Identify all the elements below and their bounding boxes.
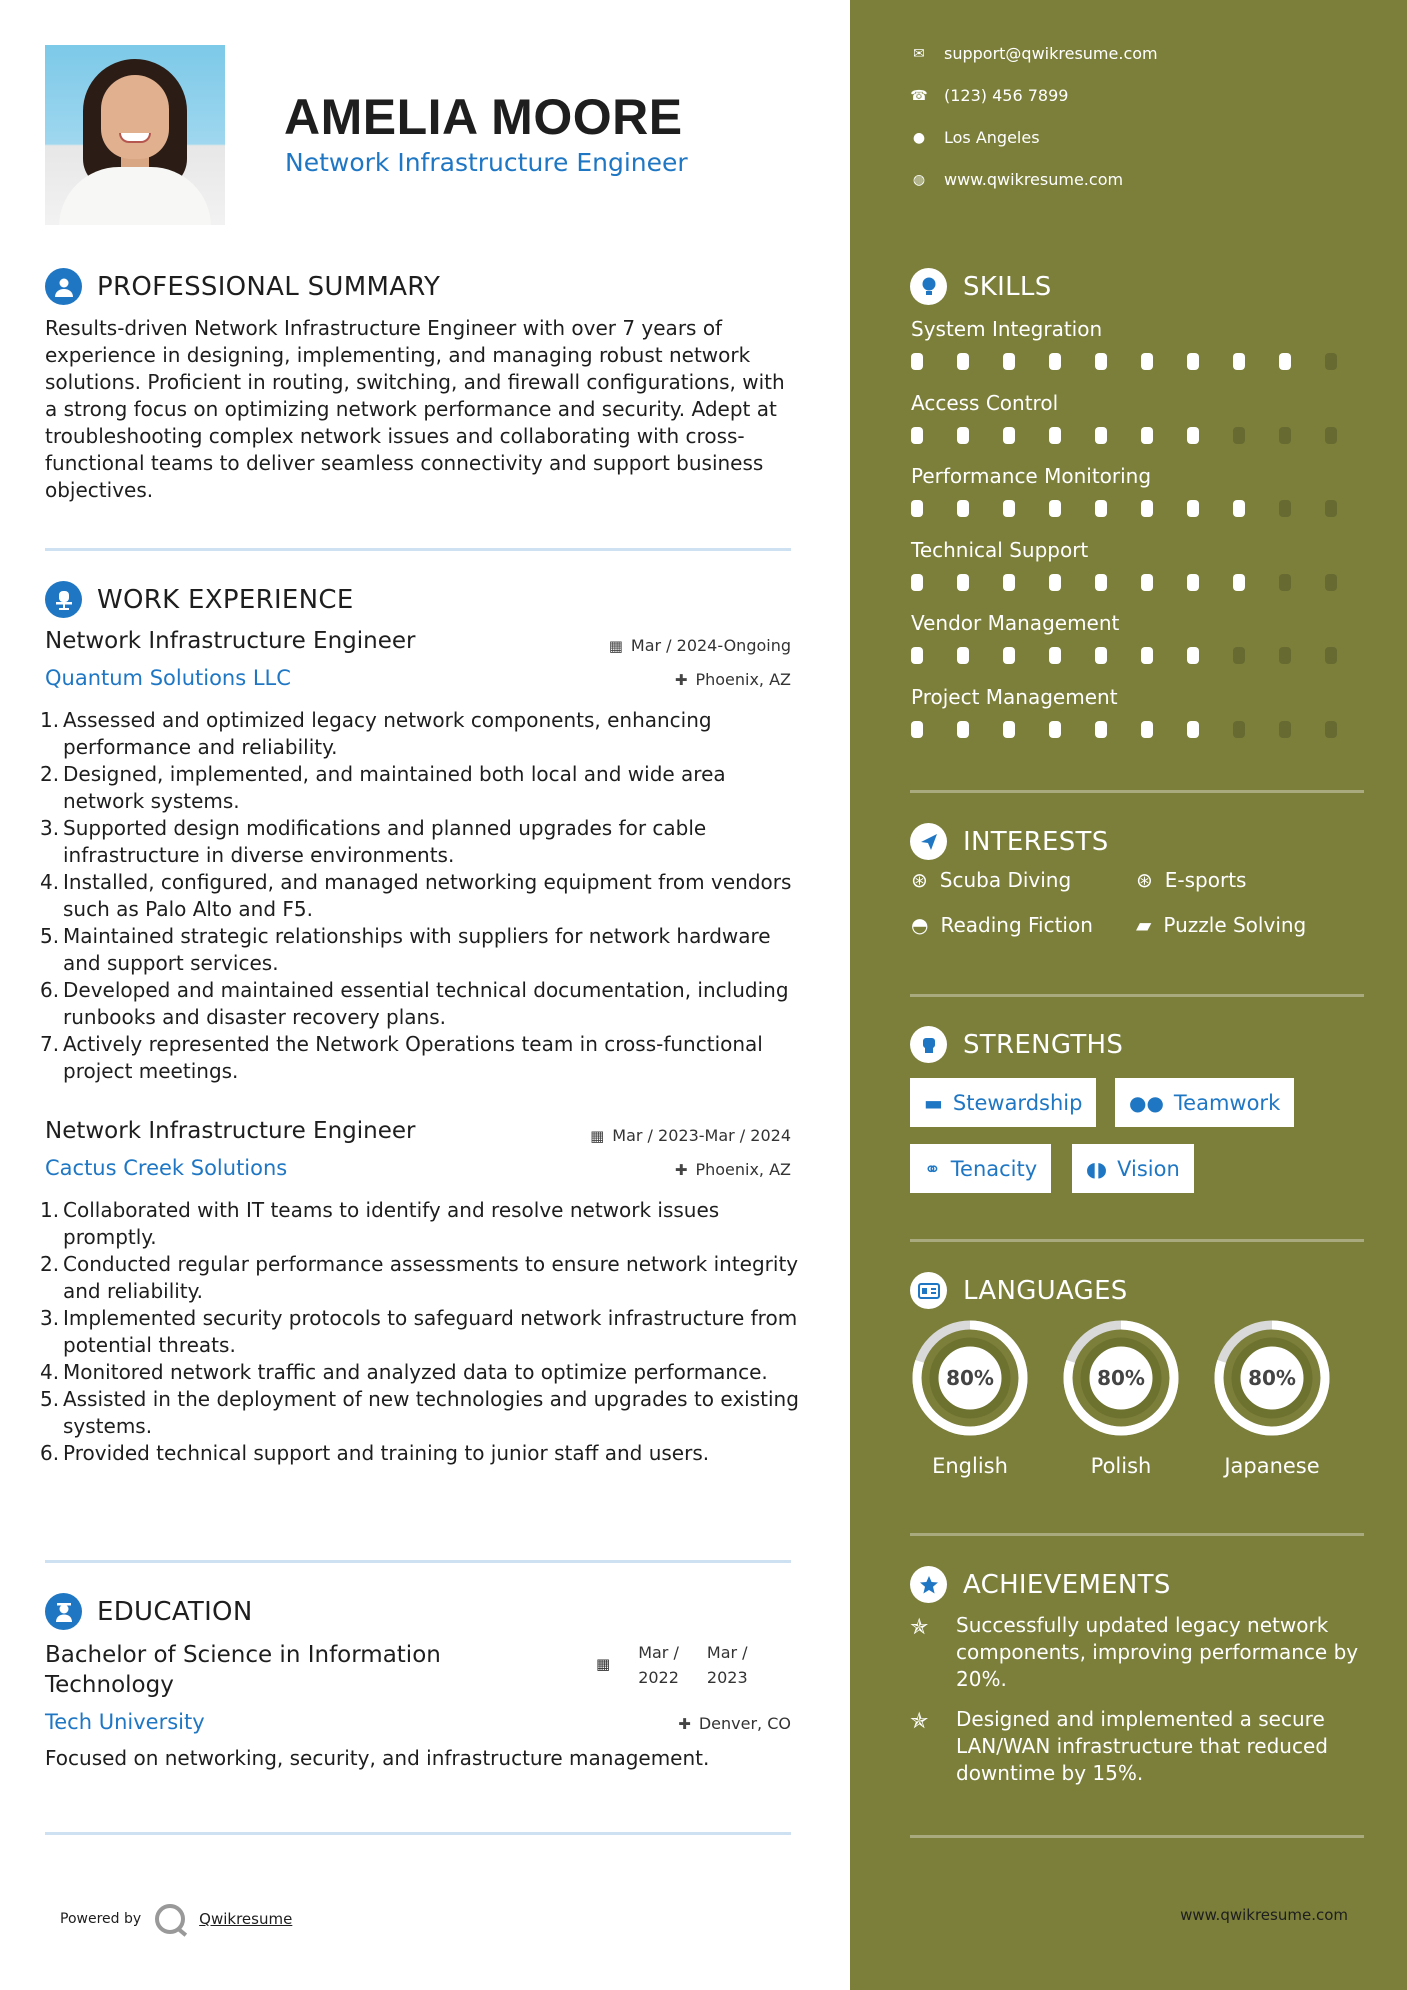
bullet-number: 4.: [40, 870, 60, 894]
start-year: 2022: [638, 1668, 679, 1687]
languages-heading: [910, 1272, 1128, 1309]
skill-name: Technical Support: [911, 537, 1089, 562]
job-company: Cactus Creek Solutions: [45, 1156, 288, 1180]
star-burst-icon: ✯: [910, 1615, 929, 1640]
skill-item: [911, 317, 1371, 370]
skills-title: SKILLS: [963, 271, 1052, 302]
user-icon: [45, 268, 82, 305]
strength-label: Vision: [1117, 1156, 1180, 1181]
rating-dot: [1049, 500, 1061, 517]
rating-dot: [1325, 353, 1337, 370]
bullet-number: 5.: [40, 924, 60, 948]
bullet-item: [40, 761, 800, 815]
briefcase-icon: ▬: [924, 1090, 943, 1115]
bullet-text: Installed, configured, and managed networking equipment from vendors such as Palo Alto and F5.: [63, 870, 792, 921]
end-month: Mar /: [706, 1643, 748, 1662]
globe-icon: ◍: [912, 171, 926, 188]
summary-text: Results-driven Network Infrastructure Engineer with over 7 years of experience in designing, implementing, and managing robust network solutions. Proficient in routing, switching, and firewall configurations, with a strong focus on optimizing network performance and security. Adept at troubleshooting complex network issues and collaborating with cross-functional teams to deliver seamless connectivity and support business objectives.: [45, 316, 785, 502]
achievement-text: Designed and implemented a secure LAN/WAN infrastructure that reduced downtime by 15%.: [956, 1707, 1328, 1785]
rating-dot: [1279, 353, 1291, 370]
strength-badge: [1072, 1144, 1194, 1193]
bullet-item: [40, 1031, 800, 1085]
rating-dot: [957, 647, 969, 664]
contact-phone[interactable]: [910, 86, 1068, 105]
pin-icon: ✚: [678, 1714, 691, 1733]
rating-dot: [1187, 500, 1199, 517]
link-icon: ⚭: [924, 1156, 941, 1181]
rating-dot: [1049, 427, 1061, 444]
skill-item: [911, 464, 1371, 517]
rating-dot: [1003, 647, 1015, 664]
rating-dot: [1003, 427, 1015, 444]
skill-rating: [911, 427, 1371, 444]
bullet-item: [40, 1359, 800, 1386]
job-dates-text: Mar / 2023-Mar / 2024: [612, 1126, 791, 1145]
job-dates: [590, 1126, 791, 1145]
education-location-text: Denver, CO: [698, 1714, 791, 1733]
rating-dot: [1095, 500, 1107, 517]
phone-icon: ☎: [910, 87, 928, 104]
rating-dot: [1187, 574, 1199, 591]
job-dates: [609, 636, 791, 655]
language-ring: [1061, 1318, 1181, 1438]
job-location: [675, 670, 791, 689]
rating-dot: [1279, 427, 1291, 444]
rating-dot: [957, 574, 969, 591]
skill-name: Project Management: [911, 684, 1118, 709]
rating-dot: [1095, 353, 1107, 370]
rating-dot: [957, 353, 969, 370]
skill-rating: [911, 721, 1371, 738]
language-item: [1212, 1318, 1332, 1478]
divider: [910, 1239, 1364, 1242]
summary-title: PROFESSIONAL SUMMARY: [97, 271, 441, 302]
fist-icon: [910, 1026, 947, 1063]
bullet-number: 6.: [40, 978, 60, 1002]
bullet-text: Implemented security protocols to safeguard network infrastructure from potential threats.: [63, 1306, 798, 1357]
rating-dot: [1049, 647, 1061, 664]
rating-dot: [911, 647, 923, 664]
experience-heading: [45, 581, 354, 618]
rating-dot: [1003, 721, 1015, 738]
job-location: [675, 1160, 791, 1179]
candidate-name: AMELIA MOORE: [284, 89, 683, 145]
education-start: [638, 1640, 679, 1690]
language-ring: [910, 1318, 1030, 1438]
phone-text: (123) 456 7899: [944, 86, 1069, 105]
job-company: Quantum Solutions LLC: [45, 666, 291, 690]
interests-title: INTERESTS: [963, 826, 1109, 857]
rating-dot: [1233, 500, 1245, 517]
rating-dot: [911, 353, 923, 370]
star-icon: [910, 1566, 947, 1603]
bullet-number: 1.: [40, 708, 60, 732]
rating-dot: [1095, 427, 1107, 444]
language-name: English: [932, 1454, 1008, 1478]
users-icon: ●●: [1129, 1090, 1164, 1115]
paper-plane-icon: [910, 823, 947, 860]
contact-website[interactable]: [910, 170, 1123, 189]
interest-label: Reading Fiction: [940, 913, 1093, 937]
gamepad-icon: ◓: [911, 913, 929, 937]
translate-icon: [910, 1272, 947, 1309]
rating-dot: [1141, 647, 1153, 664]
rating-dot: [1049, 721, 1061, 738]
rating-dot: [1233, 574, 1245, 591]
sidebar: [850, 0, 1407, 1990]
interest-item: [911, 913, 1093, 937]
job-location-text: Phoenix, AZ: [695, 1160, 791, 1179]
bullet-text: Maintained strategic relationships with suppliers for network hardware and support services.: [63, 924, 771, 975]
language-percent: 80%: [1097, 1366, 1145, 1390]
pin-icon: ✚: [674, 1160, 688, 1179]
job-bullets: [40, 707, 800, 1085]
skill-item: [911, 611, 1371, 664]
strength-label: Teamwork: [1173, 1090, 1281, 1115]
rating-dot: [1003, 574, 1015, 591]
divider: [45, 548, 791, 551]
rating-dot: [1141, 353, 1153, 370]
rating-dot: [1233, 647, 1245, 664]
bullet-text: Supported design modifications and planned upgrades for cable infrastructure in diverse environments.: [63, 816, 707, 867]
calendar-icon: ▦: [596, 1655, 611, 1673]
rating-dot: [1279, 721, 1291, 738]
job-bullets: [40, 1197, 800, 1467]
bullet-number: 4.: [40, 1360, 60, 1384]
skill-name: Performance Monitoring: [911, 464, 1152, 488]
rating-dot: [1233, 427, 1245, 444]
skill-rating: [911, 500, 1371, 517]
rating-dot: [1279, 647, 1291, 664]
rating-dot: [1187, 427, 1199, 444]
language-ring: [1212, 1318, 1332, 1438]
divider: [910, 1835, 1364, 1838]
profile-photo: [45, 45, 225, 225]
rating-dot: [1049, 353, 1061, 370]
email-text: support@qwikresume.com: [944, 44, 1158, 63]
rating-dot: [1325, 721, 1337, 738]
bullet-text: Actively represented the Network Operations team in cross-functional project meetings.: [63, 1032, 763, 1083]
bullet-text: Designed, implemented, and maintained both local and wide area network systems.: [63, 762, 726, 813]
rating-dot: [911, 721, 923, 738]
achievement-item: [910, 1706, 1370, 1787]
skills-heading: [910, 268, 1052, 305]
education-title: EDUCATION: [97, 1596, 253, 1627]
divider: [45, 1560, 791, 1563]
star-burst-icon: ✯: [910, 1709, 929, 1734]
candidate-role: Network Infrastructure Engineer: [285, 148, 688, 177]
bullet-item: [40, 923, 800, 977]
bullet-item: [40, 707, 800, 761]
bullet-item: [40, 1386, 800, 1440]
interest-label: Puzzle Solving: [1163, 913, 1307, 937]
contact-email[interactable]: [910, 44, 1158, 63]
start-month: Mar /: [638, 1643, 679, 1662]
lightbulb-icon: [910, 268, 947, 305]
powered-by: [60, 1904, 292, 1934]
brand-link[interactable]: Qwikresume: [199, 1910, 293, 1928]
job-title: Network Infrastructure Engineer: [45, 628, 416, 654]
education-dates: [596, 1640, 748, 1690]
achievements-heading: [910, 1566, 1171, 1603]
job-dates-text: Mar / 2024-Ongoing: [630, 636, 791, 655]
bullet-text: Provided technical support and training to junior staff and users.: [63, 1441, 710, 1465]
skill-name: System Integration: [911, 317, 1103, 341]
rating-dot: [1325, 500, 1337, 517]
envelope-icon: ✉: [913, 45, 925, 62]
job-location-text: Phoenix, AZ: [695, 670, 791, 689]
skill-name: Vendor Management: [911, 611, 1120, 635]
bullet-text: Monitored network traffic and analyzed data to optimize performance.: [63, 1360, 768, 1384]
language-item: [910, 1318, 1030, 1478]
skill-item: [911, 538, 1371, 591]
skill-item: [911, 685, 1371, 738]
calendar-icon: ▦: [590, 1126, 605, 1145]
skill-rating: [911, 647, 1371, 664]
lifebuoy-icon: ⊛: [1136, 868, 1153, 892]
rating-dot: [1233, 353, 1245, 370]
powered-by-text: Powered by: [60, 1911, 142, 1927]
bullet-item: [40, 1305, 800, 1359]
rating-dot: [1187, 353, 1199, 370]
job-title: Network Infrastructure Engineer: [45, 1118, 416, 1144]
languages-title: LANGUAGES: [963, 1275, 1128, 1306]
strength-label: Stewardship: [952, 1090, 1083, 1115]
achievements-title: ACHIEVEMENTS: [963, 1569, 1171, 1600]
strengths-heading: [910, 1026, 1123, 1063]
language-item: [1061, 1318, 1181, 1478]
bullet-number: 5.: [40, 1387, 60, 1411]
interest-item: [1136, 913, 1306, 937]
rating-dot: [1187, 647, 1199, 664]
experience-title: WORK EXPERIENCE: [97, 584, 354, 615]
rating-dot: [1325, 574, 1337, 591]
rating-dot: [1325, 427, 1337, 444]
bullet-item: [40, 1197, 800, 1251]
calendar-icon: ▦: [608, 636, 623, 655]
interest-item: [1136, 868, 1246, 892]
rating-dot: [911, 427, 923, 444]
contact-location: [910, 128, 1040, 147]
presenter-icon: [45, 581, 82, 618]
footer-url[interactable]: www.qwikresume.com: [1180, 1906, 1348, 1924]
bullet-number: 2.: [40, 1252, 60, 1276]
rating-dot: [911, 500, 923, 517]
bullet-item: [40, 977, 800, 1031]
pin-icon: ✚: [674, 670, 688, 689]
bullet-number: 6.: [40, 1441, 60, 1465]
language-name: Polish: [1090, 1454, 1152, 1478]
bullet-number: 1.: [40, 1198, 60, 1222]
interests-heading: [910, 823, 1109, 860]
rating-dot: [957, 721, 969, 738]
interest-label: Scuba Diving: [939, 868, 1072, 892]
bullet-text: Collaborated with IT teams to identify and resolve network issues promptly.: [63, 1198, 720, 1249]
strengths-title: STRENGTHS: [963, 1029, 1124, 1060]
rating-dot: [1187, 721, 1199, 738]
book-icon: ▰: [1136, 913, 1152, 937]
bullet-number: 7.: [40, 1032, 60, 1056]
rating-dot: [1141, 574, 1153, 591]
strength-label: Tenacity: [950, 1156, 1038, 1181]
skill-item: [911, 391, 1371, 444]
website-text: www.qwikresume.com: [944, 170, 1124, 189]
skill-name: Access Control: [911, 390, 1059, 415]
bullet-text: Developed and maintained essential technical documentation, including runbooks and disaster recovery plans.: [63, 978, 789, 1029]
bullet-item: [40, 869, 800, 923]
rating-dot: [1279, 574, 1291, 591]
strength-badge: [1115, 1078, 1294, 1127]
rating-dot: [957, 500, 969, 517]
bullet-item: [40, 1251, 800, 1305]
rating-dot: [1279, 500, 1291, 517]
education-end: [707, 1640, 748, 1690]
strength-badge: [910, 1144, 1051, 1193]
divider: [910, 790, 1364, 793]
language-name: Japanese: [1224, 1454, 1320, 1478]
skill-rating: [911, 353, 1371, 370]
rating-dot: [957, 427, 969, 444]
map-pin-icon: ●: [912, 129, 926, 146]
rating-dot: [1003, 500, 1015, 517]
divider: [45, 1832, 791, 1835]
bullet-number: 3.: [40, 816, 60, 840]
bullet-number: 3.: [40, 1306, 60, 1330]
education-description: Focused on networking, security, and infrastructure management.: [45, 1746, 710, 1770]
rating-dot: [1141, 427, 1153, 444]
interest-label: E-sports: [1164, 868, 1247, 892]
divider: [910, 1533, 1364, 1536]
rating-dot: [1049, 574, 1061, 591]
summary-heading: [45, 268, 440, 305]
interest-item: [911, 868, 1071, 892]
rating-dot: [1095, 647, 1107, 664]
bullet-item: [40, 815, 800, 869]
rating-dot: [911, 574, 923, 591]
skill-rating: [911, 574, 1371, 591]
achievement-item: [910, 1612, 1370, 1693]
rating-dot: [1095, 721, 1107, 738]
end-year: 2023: [706, 1668, 748, 1687]
language-percent: 80%: [1248, 1366, 1296, 1390]
divider: [910, 994, 1364, 997]
school: Tech University: [45, 1710, 205, 1734]
education-heading: [45, 1593, 253, 1630]
lifebuoy-icon: ⊛: [911, 868, 928, 892]
bullet-text: Assisted in the deployment of new technologies and upgrades to existing systems.: [63, 1387, 799, 1438]
binoculars-icon: ◖◗: [1086, 1156, 1108, 1181]
bullet-item: [40, 1440, 800, 1467]
rating-dot: [1325, 647, 1337, 664]
achievement-text: Successfully updated legacy network components, improving performance by 20%.: [956, 1613, 1359, 1691]
strength-badge: [910, 1078, 1096, 1127]
graduate-icon: [45, 1593, 82, 1630]
bullet-text: Assessed and optimized legacy network components, enhancing performance and reliability.: [63, 708, 712, 759]
language-percent: 80%: [946, 1366, 994, 1390]
rating-dot: [1095, 574, 1107, 591]
rating-dot: [1141, 721, 1153, 738]
location-text: Los Angeles: [944, 128, 1040, 147]
education-location: [678, 1714, 791, 1733]
bullet-number: 2.: [40, 762, 60, 786]
rating-dot: [1003, 353, 1015, 370]
qwikresume-logo-icon: [155, 1904, 185, 1934]
bullet-text: Conducted regular performance assessments to ensure network integrity and reliability.: [63, 1252, 799, 1303]
rating-dot: [1141, 500, 1153, 517]
degree: Bachelor of Science in Information Technology: [45, 1642, 441, 1698]
rating-dot: [1233, 721, 1245, 738]
